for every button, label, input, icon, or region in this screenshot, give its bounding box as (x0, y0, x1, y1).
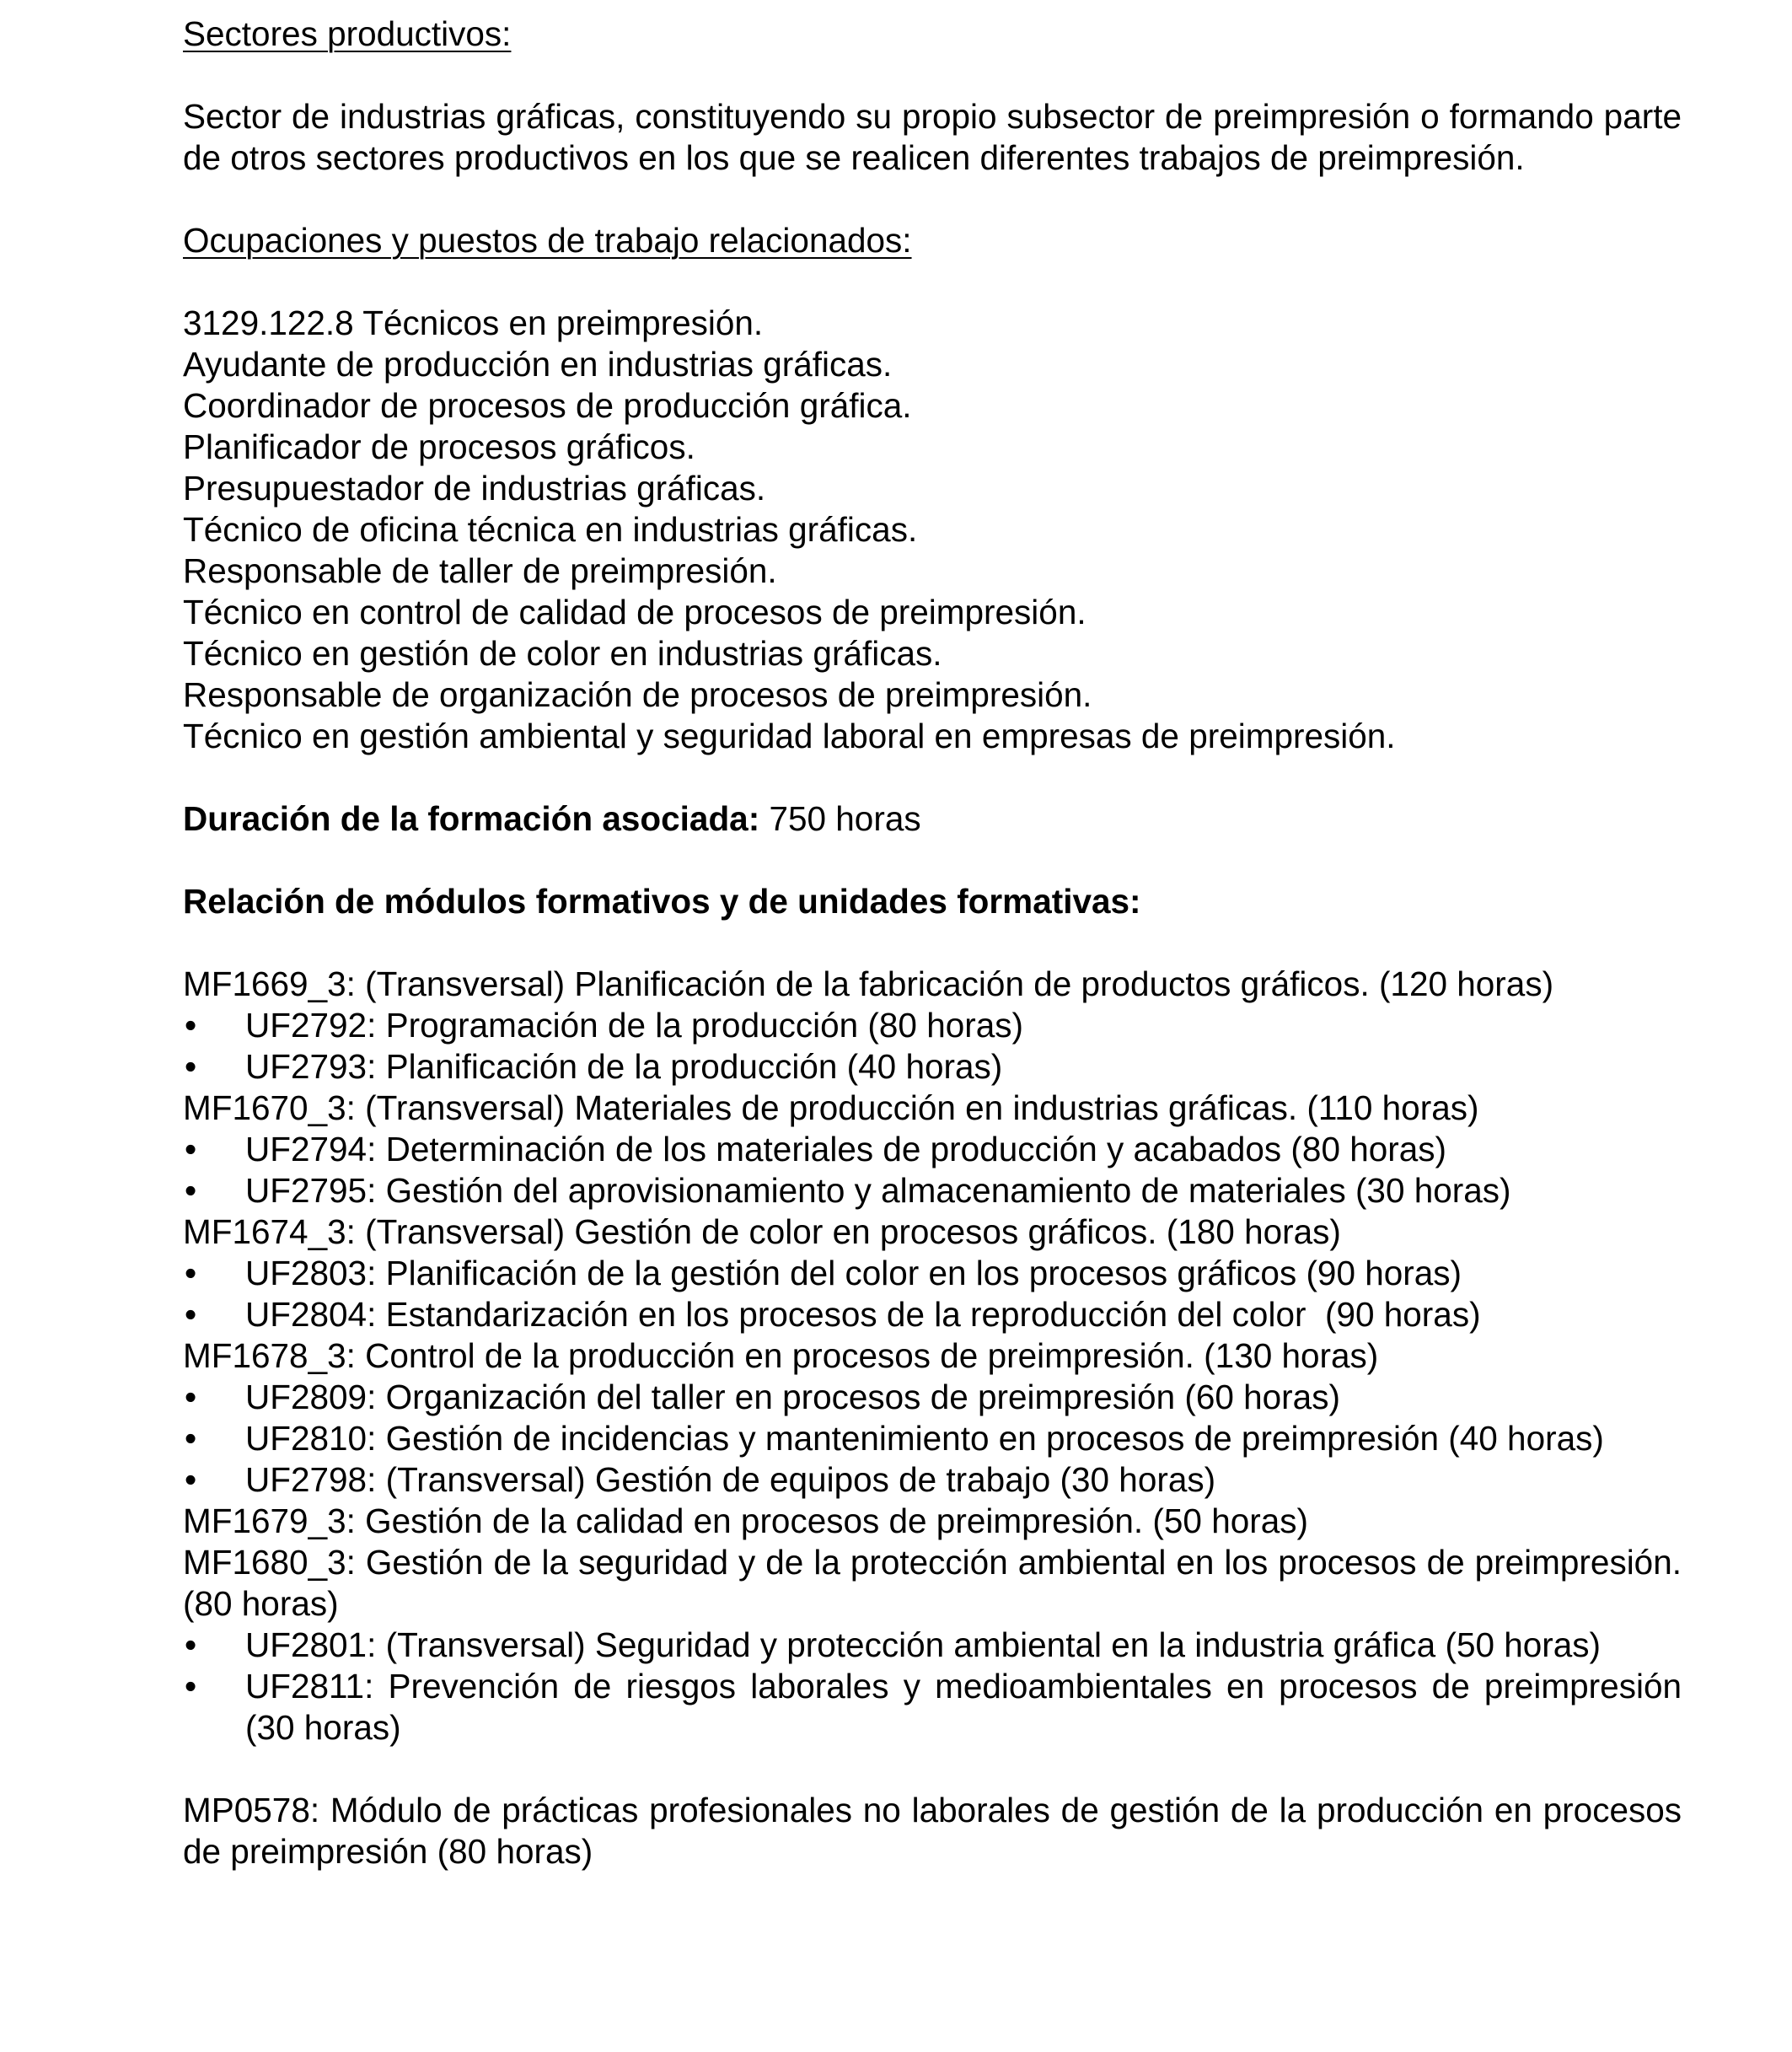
unit-text: UF2804: Estandarización en los procesos de la reproducción del color (90 horas) (245, 1295, 1481, 1334)
spacer (183, 179, 1682, 220)
unit-item (183, 1129, 1682, 1170)
sectores-heading: Sectores productivos: (183, 14, 512, 53)
bullet-icon: • (185, 1460, 197, 1499)
unit-item (183, 1625, 1682, 1666)
bullet-icon: • (185, 1378, 197, 1416)
unit-text: UF2798: (Transversal) Gestión de equipos de trabajo (30 horas) (245, 1460, 1216, 1499)
unit-item (183, 1294, 1682, 1335)
ocupacion-item: Presupuestador de industrias gráficas. (183, 469, 766, 508)
ocupacion-item: Responsable de organización de procesos de preimpresión. (183, 675, 1092, 714)
spacer (183, 55, 1682, 96)
ocupacion-item: Técnico en control de calidad de procesos de preimpresión. (183, 593, 1086, 631)
module-title: MF1674_3: (Transversal) Gestión de color en procesos gráficos. (180 horas) (183, 1212, 1341, 1251)
unit-list (183, 1377, 1682, 1501)
unit-text: UF2795: Gestión del aprovisionamiento y almacenamiento de materiales (30 horas) (245, 1171, 1511, 1210)
ocupacion-item: Técnico de oficina técnica en industrias gráficas. (183, 510, 918, 549)
ocupacion-item: 3129.122.8 Técnicos en preimpresión. (183, 304, 764, 342)
ocupacion-item: Coordinador de procesos de producción gráfica. (183, 386, 912, 425)
unit-list (183, 1625, 1682, 1748)
unit-item (183, 1666, 1682, 1748)
unit-text: UF2801: (Transversal) Seguridad y protección ambiental en la industria gráfica (50 horas) (245, 1625, 1602, 1664)
unit-text: UF2803: Planificación de la gestión del color en los procesos gráficos (90 horas) (245, 1254, 1462, 1292)
unit-list (183, 1253, 1682, 1335)
bullet-icon: • (185, 1130, 197, 1168)
bullet-icon: • (185, 1006, 197, 1045)
ocupacion-item: Ayudante de producción en industrias gráficas. (183, 345, 893, 384)
unit-item (183, 1046, 1682, 1088)
spacer (183, 922, 1682, 964)
bullet-icon: • (185, 1047, 197, 1086)
unit-item (183, 1377, 1682, 1418)
duracion (183, 798, 1682, 840)
unit-list (183, 1005, 1682, 1088)
unit-text: UF2810: Gestión de incidencias y mantenimiento en procesos de preimpresión (40 horas) (245, 1419, 1604, 1458)
bullet-icon: • (185, 1419, 197, 1458)
unit-text: UF2794: Determinación de los materiales de producción y acabados (80 horas) (245, 1130, 1447, 1168)
module-title: MF1680_3: Gestión de la seguridad y de la protección ambiental en los procesos de preimpresión. (80 horas) (183, 1543, 1682, 1623)
bullet-icon: • (185, 1667, 197, 1706)
spacer (183, 261, 1682, 303)
duracion-label: Duración de la formación asociada: (183, 799, 760, 838)
unit-text: UF2809: Organización del taller en procesos de preimpresión (60 horas) (245, 1378, 1340, 1416)
unit-item (183, 1418, 1682, 1459)
module-title: MF1679_3: Gestión de la calidad en procesos de preimpresión. (50 horas) (183, 1501, 1308, 1540)
unit-list (183, 1129, 1682, 1211)
unit-item (183, 1170, 1682, 1211)
spacer (183, 757, 1682, 798)
unit-item (183, 1253, 1682, 1294)
practicas-module: MP0578: Módulo de prácticas profesionales no laborales de gestión de la producción en procesos de preimpresión (80 horas) (183, 1791, 1682, 1871)
unit-text: UF2792: Programación de la producción (80 horas) (245, 1006, 1023, 1045)
bullet-icon: • (185, 1295, 197, 1334)
spacer (183, 1748, 1682, 1790)
spacer (183, 840, 1682, 881)
bullet-icon: • (185, 1625, 197, 1664)
unit-item (183, 1459, 1682, 1501)
unit-text: UF2793: Planificación de la producción (40 horas) (245, 1047, 1003, 1086)
duracion-value: 750 horas (759, 799, 921, 838)
unit-text: UF2811: Prevención de riesgos laborales y medioambientales en procesos de preimpresión (30 horas) (245, 1667, 1682, 1747)
unit-item (183, 1005, 1682, 1046)
ocupacion-item: Responsable de taller de preimpresión. (183, 551, 777, 590)
bullet-icon: • (185, 1171, 197, 1210)
module-title: MF1678_3: Control de la producción en procesos de preimpresión. (130 horas) (183, 1336, 1379, 1375)
ocupacion-item: Técnico en gestión de color en industrias gráficas. (183, 634, 942, 673)
relacion-heading: Relación de módulos formativos y de unidades formativas: (183, 882, 1141, 921)
ocupacion-item: Técnico en gestión ambiental y seguridad laboral en empresas de preimpresión. (183, 717, 1396, 755)
ocupaciones-heading: Ocupaciones y puestos de trabajo relacionados: (183, 221, 912, 260)
bullet-icon: • (185, 1254, 197, 1292)
document-page (183, 13, 1682, 1872)
ocupacion-item: Planificador de procesos gráficos. (183, 427, 695, 466)
sectores-text: Sector de industrias gráficas, constituyendo su propio subsector de preimpresión o formando parte de otros sectores productivos en los que se realicen diferentes trabajos de preimpresión. (183, 97, 1682, 177)
module-title: MF1669_3: (Transversal) Planificación de la fabricación de productos gráficos. (120 horas) (183, 964, 1554, 1003)
ocupaciones-list (183, 303, 1682, 757)
module-title: MF1670_3: (Transversal) Materiales de producción en industrias gráficas. (110 horas) (183, 1088, 1479, 1127)
